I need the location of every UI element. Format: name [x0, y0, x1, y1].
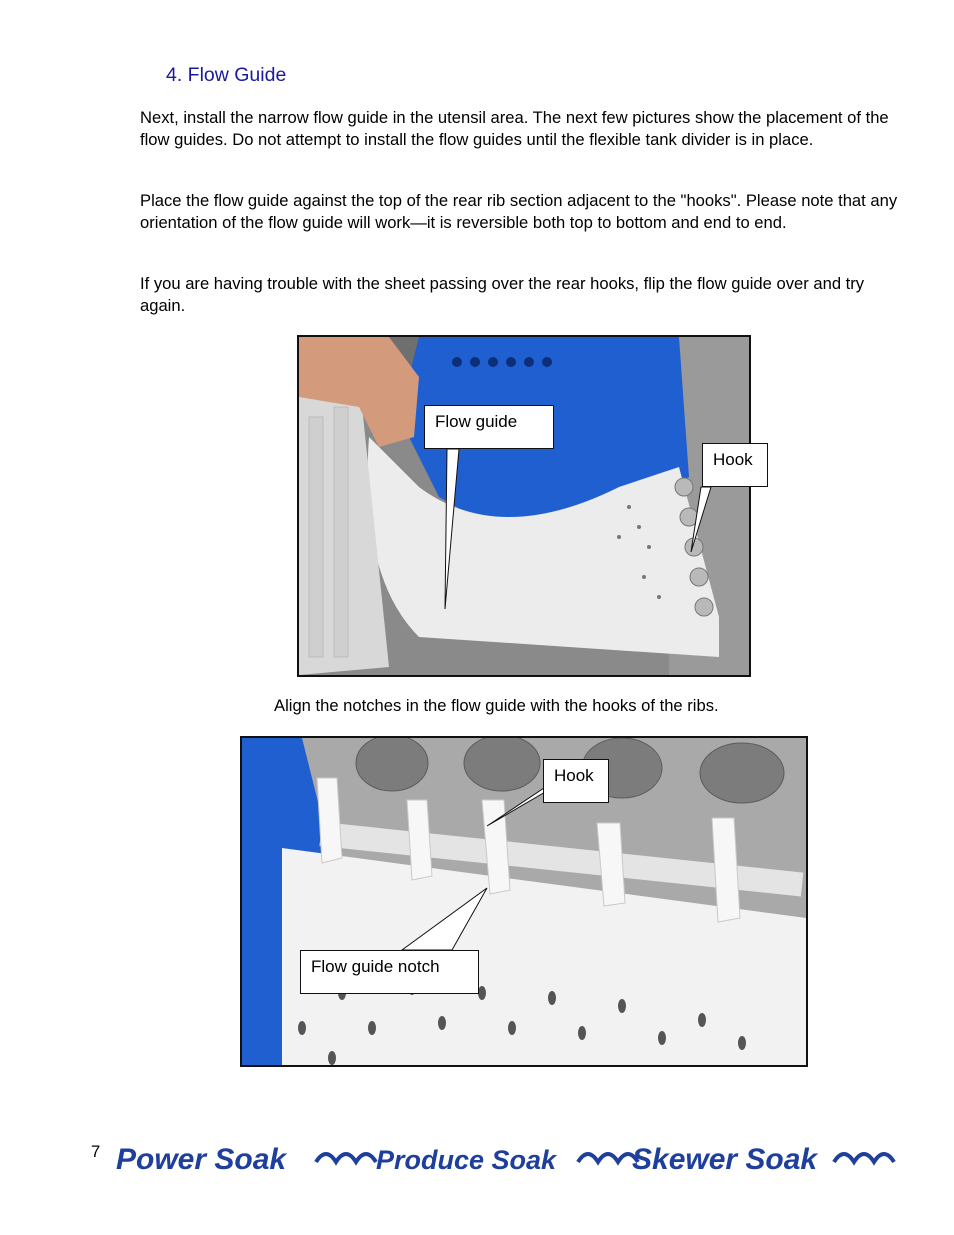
page-number: 7: [91, 1142, 101, 1161]
section-heading: 4. Flow Guide: [166, 64, 287, 86]
paragraph-2: Place the flow guide against the top of the rear rib section adjacent to the "hooks". Please note that any orientation of the flow guide will work—it is reversible both top to bottom and end to end.: [140, 191, 898, 232]
flow-guide-photo-image: [299, 337, 749, 675]
wave-icon: [578, 1154, 638, 1162]
logo-power-soak: Power Soak: [116, 1143, 287, 1176]
callout-flow-guide-notch: Flow guide notch: [300, 950, 479, 994]
figure-flow-guide-photo: [297, 335, 751, 677]
figure-notch-photo: [240, 736, 808, 1067]
callout-hook-2: Hook: [543, 759, 609, 803]
callout-hook-1: Hook: [702, 443, 768, 487]
logo-skewer-soak: Skewer Soak: [632, 1143, 818, 1176]
brand-logos: [116, 1136, 900, 1176]
wave-icon: [834, 1154, 894, 1162]
paragraph-3: If you are having trouble with the sheet passing over the rear hooks, flip the flow guide over and try again.: [140, 274, 865, 315]
logo-produce-soak: Produce Soak: [376, 1145, 557, 1175]
caption-text: Align the notches in the flow guide with the hooks of the ribs.: [274, 696, 719, 715]
notch-photo-image: [242, 738, 806, 1065]
wave-icon: [316, 1154, 376, 1162]
paragraph-1: Next, install the narrow flow guide in the utensil area. The next few pictures show the placement of the flow guides. Do not attempt to install the flow guides until the flexible tank divider is in place.: [140, 108, 889, 149]
callout-flow-guide: Flow guide: [424, 405, 554, 449]
